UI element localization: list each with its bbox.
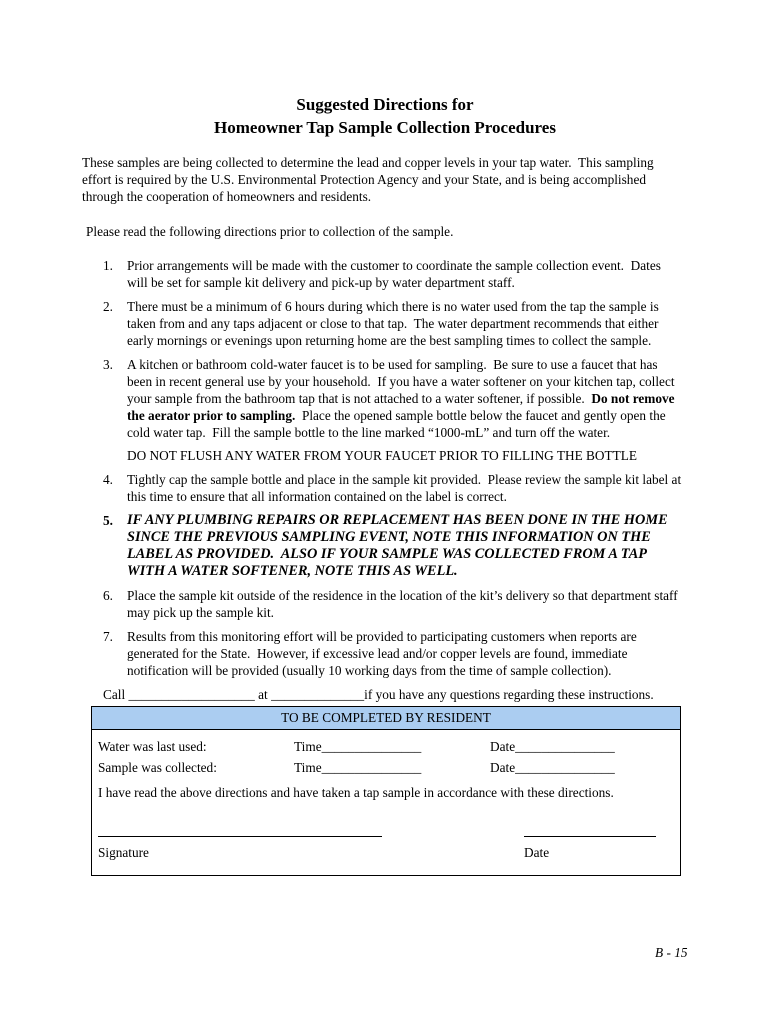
step-text [127, 628, 637, 679]
step-number: 3. [103, 357, 113, 372]
resident-form [91, 706, 681, 876]
step-3 [103, 356, 675, 441]
flush-warning: DO NOT FLUSH ANY WATER FROM YOUR FAUCET PRIOR TO FILLING THE BOTTLE [127, 448, 637, 463]
step-number: 2. [103, 299, 113, 314]
call-label: Call [103, 687, 126, 702]
step-text [127, 298, 659, 349]
step-text [127, 257, 661, 291]
step-number: 4. [103, 472, 113, 487]
at-label: at [258, 687, 268, 702]
step-line: Place the sample kit outside of the residence in the location of the kit’s delivery so that department staff [127, 588, 678, 603]
step-line: LABEL AS PROVIDED. ALSO IF YOUR SAMPLE WAS COLLECTED FROM A TAP [127, 546, 647, 562]
signature-line [98, 836, 382, 837]
aerator-warning-bold: Do not remove [591, 391, 675, 406]
step-line: WITH A WATER SOFTENER, NOTE THIS AS WELL. [127, 563, 458, 579]
step-number: 1. [103, 258, 113, 273]
step-text [127, 471, 681, 505]
date-field: Date_______________ [490, 760, 615, 775]
contact-number-blank: ______________ [271, 687, 365, 702]
contact-suffix: if you have any questions regarding these instructions. [364, 687, 654, 702]
signature-date-label: Date [524, 845, 550, 860]
step-line: Tightly cap the sample bottle and place in the sample kit provided. Please review the sample kit label at [127, 472, 682, 487]
signature-label: Signature [98, 845, 149, 860]
step-line: Results from this monitoring effort will be provided to participating customers when reports are [127, 629, 637, 644]
form-header: TO BE COMPLETED BY RESIDENT [92, 707, 680, 730]
date-field: Date_______________ [490, 739, 615, 754]
page-number: B - 15 [655, 945, 688, 960]
step-line: early mornings or evenings upon returning home are the best sampling times to collect the sample. [127, 333, 652, 348]
step-1 [103, 257, 661, 291]
step-line-text: Place the opened sample bottle below the faucet and gently open the [295, 408, 666, 423]
intro-line: These samples are being collected to determine the lead and copper levels in your tap water. This sampling [82, 155, 654, 170]
step-line: generated for the State. However, if excessive lead and/or copper levels are found, immediate [127, 646, 628, 661]
step-line: may pick up the sample kit. [127, 605, 274, 620]
step-line [127, 407, 675, 424]
step-line [127, 390, 675, 407]
step-2 [103, 298, 659, 349]
step-number: 5. [103, 513, 113, 528]
row-label-sample-collected: Sample was collected: [98, 760, 217, 775]
document-title [0, 93, 770, 139]
step-line: Prior arrangements will be made with the customer to coordinate the sample collection event. Dates [127, 258, 661, 273]
step-line: taken from and any taps adjacent or close to that tap. The water department recommends that either [127, 316, 659, 331]
intro-paragraph [82, 154, 654, 205]
step-line: cold water tap. Fill the sample bottle to the line marked “1000-mL” and turn off the water. [127, 425, 611, 440]
attestation-text: I have read the above directions and have taken a tap sample in accordance with these directions. [98, 785, 614, 800]
time-field: Time_______________ [294, 760, 422, 775]
step-text-emphasized [127, 512, 668, 580]
step-line: There must be a minimum of 6 hours during which there is no water used from the tap the sample is [127, 299, 659, 314]
row-label-water-last-used: Water was last used: [98, 739, 207, 754]
step-7 [103, 628, 637, 679]
step-line: SINCE THE PREVIOUS SAMPLING EVENT, NOTE THIS INFORMATION ON THE [127, 529, 651, 545]
step-text [127, 356, 675, 441]
intro-line: effort is required by the U.S. Environmental Protection Agency and your State, and is being accomplished [82, 172, 647, 187]
step-text [127, 587, 678, 621]
step-line: been in recent general use by your household. If you have a water softener on your kitchen tap, collect [127, 374, 675, 389]
step-line: will be set for sample kit delivery and pick-up by water department staff. [127, 275, 515, 290]
step-6 [103, 587, 678, 621]
step-4 [103, 471, 681, 505]
step-line: IF ANY PLUMBING REPAIRS OR REPLACEMENT HAS BEEN DONE IN THE HOME [127, 512, 668, 528]
step-line-text: your sample from the bathroom tap that is not attached to a water softener, if possible. [127, 391, 592, 406]
step-number: 6. [103, 588, 113, 603]
step-line: notification will be provided (usually 10 working days from the time of sample collection). [127, 663, 612, 678]
step-line: A kitchen or bathroom cold-water faucet is to be used for sampling. Be sure to use a faucet that has [127, 357, 658, 372]
intro-line: through the cooperation of homeowners and residents. [82, 189, 372, 204]
aerator-warning-bold: the aerator prior to sampling. [127, 408, 296, 423]
step-number: 7. [103, 629, 113, 644]
instruction-text: Please read the following directions prior to collection of the sample. [86, 224, 454, 239]
title-line-1: Suggested Directions for [296, 95, 474, 114]
contact-name-blank: ___________________ [128, 687, 255, 702]
title-line-2: Homeowner Tap Sample Collection Procedures [214, 118, 556, 137]
signature-date-line [524, 836, 656, 837]
step-5 [103, 512, 668, 580]
time-field: Time_______________ [294, 739, 422, 754]
contact-line [103, 686, 654, 703]
step-line: this time to ensure that all information contained on the label is correct. [127, 489, 507, 504]
